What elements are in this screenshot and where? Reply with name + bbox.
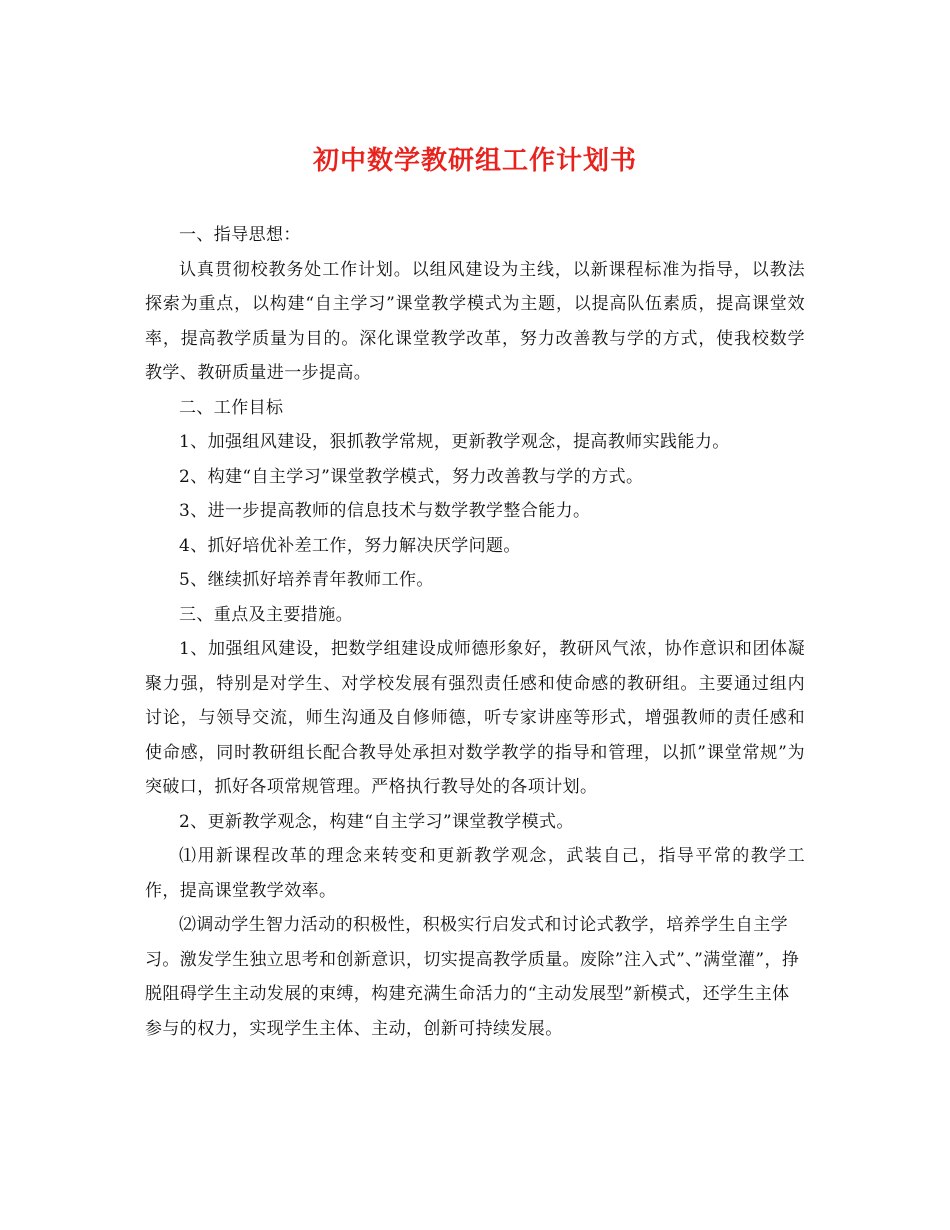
goal-item-2: 2、构建“自主学习”课堂教学模式，努力改善教与学的方式。 <box>179 466 644 487</box>
goal-item-5: 5、继续抓好培养青年教师工作。 <box>179 570 434 590</box>
section-heading-guiding-ideology: 一、指导思想： <box>179 225 301 245</box>
measure-subitem-2: ⑵调动学生智力活动的积极性，积极实行启发式和讨论式教学，培养学生自主学习。激发学生独立思考和创新意识，切实提高教学质量。废除”注入式”、”满堂灌”，挣脱阻碍学生主动发展的束缚，构建充满生命活力的“主动发展型”新模式，还学生主体参与的权力，实现学生主体、主动，创新可持续发展。 <box>145 915 800 1039</box>
section-heading-work-goals: 二、工作目标 <box>179 397 284 418</box>
measure-item-2: 2、更新教学观念，构建“自主学习”课堂教学模式。 <box>179 811 574 832</box>
measure-subitem-1: ⑴用新课程改革的理念来转变和更新教学观念，武装自己，指导平常的教学工作，提高课堂教学效率。 <box>145 846 805 901</box>
goal-item-1: 1、加强组风建设，狠抓教学常规，更新教学观念，提高教师实践能力。 <box>179 432 730 452</box>
goal-item-3: 3、进一步提高教师的信息技术与数学教学整合能力。 <box>179 501 591 521</box>
goal-item-4: 4、抓好培优补差工作，努力解决厌学问题。 <box>179 535 521 556</box>
paragraph-guiding-ideology: 认真贯彻校教务处工作计划。以组风建设为主线，以新课程标准为指导，以教法探索为重点，以构建“自主学习”课堂教学模式为主题，以提高队伍素质，提高课堂效率，提高教学质量为目的。深化课堂教学改革，努力改善教与学的方式，使我校数学教学、教研质量进一步提高。 <box>145 259 805 383</box>
document-title: 初中数学教研组工作计划书 <box>312 146 637 176</box>
measure-item-1: 1、加强组风建设，把数学组建设成师德形象好，教研风气浓，协作意识和团体凝聚力强，特别是对学生、对学校发展有强烈责任感和使命感的教研组。主要通过组内讨论，与领导交流，师生沟通及自修师德，听专家讲座等形式，增强教师的责任感和使命感，同时教研组长配合教导处承担对数学教学的指导和管理，以抓”课堂常规”为突破口，抓好各项常规管理。严格执行教导处的各项计划。 <box>145 639 805 797</box>
document-body <box>145 218 805 1046</box>
section-heading-key-measures: 三、重点及主要措施。 <box>179 604 353 625</box>
